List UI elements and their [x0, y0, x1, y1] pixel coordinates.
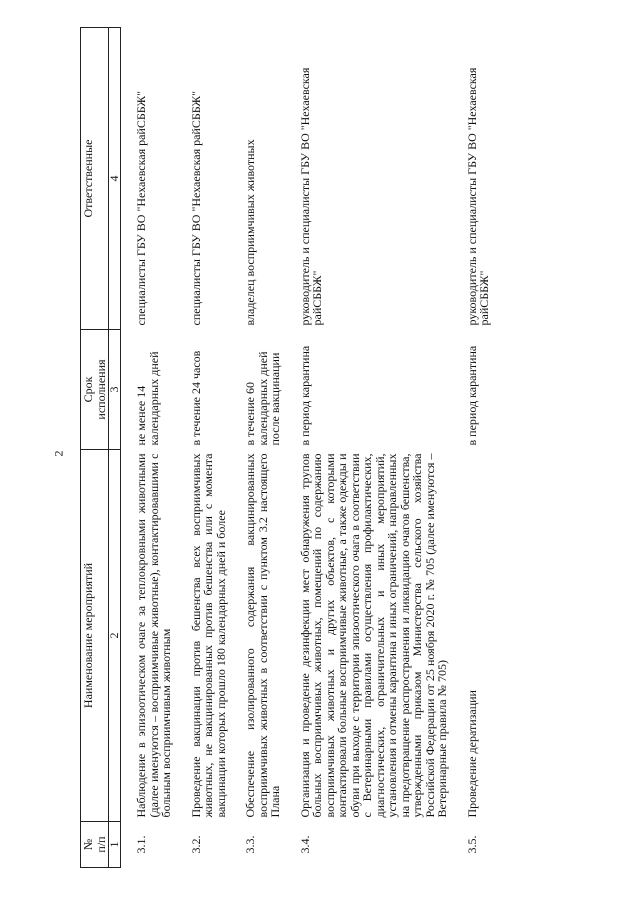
row-name: Проведение дератизации	[464, 690, 479, 818]
colnum-3: 3	[109, 330, 121, 450]
row-num: 3.1.	[134, 835, 148, 854]
colnum-2: 2	[109, 450, 121, 822]
header-name: Наименование мероприятий	[81, 450, 109, 822]
row-term: не менее 14 календарных дней	[134, 351, 161, 446]
table-row	[235, 28, 290, 868]
row-num: 3.3.	[243, 835, 257, 854]
rotated-page	[80, 28, 638, 868]
header-resp: Ответственные	[81, 28, 109, 330]
header-row	[81, 28, 109, 868]
column-numbers-row	[109, 28, 121, 868]
row-term: в период карантина	[464, 345, 479, 446]
measures-table	[80, 27, 499, 868]
row-term: в период карантина	[297, 345, 312, 446]
row-term: в течение 60 календарных дней после вакцинации	[243, 351, 282, 446]
row-resp: руководитель и специалисты ГБУ ВО "Нехаевская райСББЖ"	[297, 67, 324, 326]
row-resp: владелец восприимчивых животных	[243, 139, 257, 326]
table-row	[121, 28, 181, 868]
row-resp: руководитель и специалисты ГБУ ВО "Нехаевская райСББЖ"	[464, 67, 491, 326]
header-num: № п/п	[81, 822, 109, 868]
table-row	[457, 28, 499, 868]
row-term: в течение 24 часов	[188, 350, 203, 446]
row-name: Наблюдение в эпизоотическом очаге за теплокровными животными (далее именуются – восприимчивые животные), контактировавшими с больным восприимчивым животным	[134, 453, 173, 818]
table-row	[181, 28, 236, 868]
table-row	[290, 28, 457, 868]
colnum-1: 1	[109, 822, 121, 868]
row-name: Проведение вакцинации против бешенства всех восприимчивых животных, не вакцинированных против бешенства или с момента вакцинации которых прошло 180 календарных дней и более	[188, 453, 228, 818]
row-num: 3.4.	[297, 835, 312, 854]
page-number: 2	[51, 450, 66, 457]
header-term: Срок исполнения	[81, 330, 109, 450]
row-resp: специалисты ГБУ ВО "Нехаевская райСББЖ"	[134, 91, 148, 326]
row-num: 3.5.	[464, 835, 479, 854]
row-name: Организация и проведение дезинфекции мест обнаружения трупов больных восприимчивых животных, помещений по содержанию восприимчивых животных и других объектов, с которыми контактировали больные восприимчивые животные, а также одежды и обуви при выходе с территории эпизоотического очага в соответствии с Ветеринарными правилами осуществления профилактических, диагностических, ограничительных и иных мероприятий, установления и отмены карантина и иных ограничений, направленных на предотвращение распространения и ликвидацию очагов бешенства, утвержденными приказом Министерства сельского хозяйства Российской Федерации от 25 ноября 2020 г. № 705 (далее именуются – Ветеринарные правила № 705)	[297, 453, 449, 818]
row-resp: специалисты ГБУ ВО "Нехаевская райСББЖ"	[188, 91, 203, 326]
colnum-4: 4	[109, 28, 121, 330]
row-name: Обеспечение изолированного содержания вакцинированных восприимчивых животных в соответствии с пунктом 3.2 настоящего Плана	[243, 453, 282, 818]
row-num: 3.2.	[188, 835, 203, 854]
